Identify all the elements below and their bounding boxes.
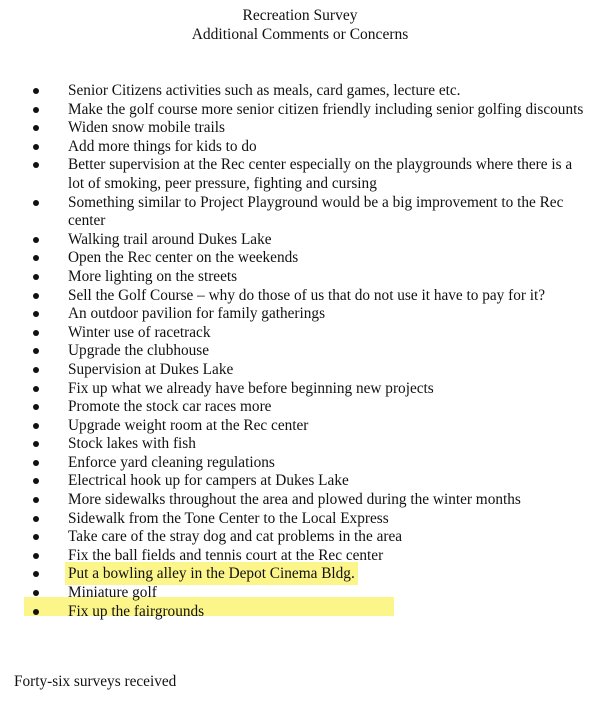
bullet-icon	[33, 125, 39, 131]
document-subtitle: Additional Comments or Concerns	[191, 26, 409, 43]
list-item	[0, 380, 600, 399]
bullet-icon	[33, 497, 39, 503]
list-item	[0, 528, 600, 547]
document-title: Recreation Survey	[242, 7, 358, 24]
list-item	[0, 138, 600, 157]
list-item	[0, 249, 600, 268]
bullet-icon	[33, 534, 39, 540]
bullet-icon	[33, 348, 39, 354]
list-item-text: Sidewalk from the Tone Center to the Local Express	[68, 509, 389, 527]
list-item	[0, 82, 600, 101]
list-item-text: Promote the stock car races more	[68, 398, 272, 416]
bullet-icon	[33, 162, 39, 168]
list-item	[0, 584, 600, 603]
list-item-text: An outdoor pavilion for family gatherings	[68, 305, 326, 323]
bullet-icon	[33, 255, 39, 261]
list-item-text: Upgrade the clubhouse	[68, 342, 210, 360]
bullet-icon	[33, 274, 39, 280]
list-item-text: Electrical hook up for campers at Dukes Lake	[68, 472, 349, 490]
list-item-highlighted	[0, 565, 600, 584]
bullet-icon	[33, 590, 39, 596]
list-item-text: Put a bowling alley in the Depot Cinema Bldg.	[68, 565, 355, 583]
bullet-icon	[33, 460, 39, 466]
list-item-text: Open the Rec center on the weekends	[68, 249, 299, 267]
bullet-icon	[33, 330, 39, 336]
bullet-icon	[33, 311, 39, 317]
list-item-text: Fix up the fairgrounds	[68, 602, 205, 620]
bullet-icon	[33, 237, 39, 243]
list-item	[0, 454, 600, 473]
bullet-icon	[33, 441, 39, 447]
bullet-icon	[33, 571, 39, 577]
bullet-icon	[33, 293, 39, 299]
list-item-text: Something similar to Project Playground would be a big improvement to the Rec center	[68, 193, 564, 230]
list-item-text: Add more things for kids to do	[68, 137, 257, 155]
bullet-icon	[33, 553, 39, 559]
list-item	[0, 342, 600, 361]
list-item-text: More sidewalks throughout the area and plowed during the winter months	[68, 491, 521, 509]
list-item-text: Supervision at Dukes Lake	[68, 360, 234, 378]
list-item-text: Enforce yard cleaning regulations	[68, 453, 275, 471]
list-item	[0, 603, 600, 622]
list-item-text: Senior Citizens activities such as meals, card games, lecture etc.	[68, 82, 461, 99]
bullet-icon	[33, 200, 39, 206]
survey-count-note: Forty-six surveys received	[14, 673, 177, 690]
list-item-text: Walking trail around Dukes Lake	[68, 230, 272, 248]
list-item-text: Winter use of racetrack	[68, 323, 211, 341]
list-item-text: Fix up what we already have before beginning new projects	[68, 379, 434, 397]
list-item-text: Miniature golf	[68, 584, 157, 602]
bullet-icon	[33, 107, 39, 113]
bullet-icon	[33, 88, 39, 94]
list-item	[0, 119, 600, 138]
list-item	[0, 268, 600, 287]
list-item-text: Take care of the stray dog and cat problems in the area	[68, 528, 403, 546]
bullet-icon	[33, 478, 39, 484]
bullet-icon	[33, 404, 39, 410]
list-item-text: Stock lakes with fish	[68, 435, 196, 453]
list-item	[0, 361, 600, 380]
comments-list	[0, 82, 600, 621]
list-item-text: Better supervision at the Rec center especially on the playgrounds where there is a lot of smoking, peer pressure, fighting and cursing	[68, 156, 573, 192]
list-item	[0, 305, 600, 324]
list-item	[0, 156, 600, 193]
bullet-icon	[33, 516, 39, 522]
list-item	[0, 398, 600, 417]
bullet-icon	[33, 609, 39, 615]
list-item	[0, 417, 600, 436]
list-item	[0, 491, 600, 510]
list-item	[0, 101, 600, 120]
list-item	[0, 231, 600, 250]
list-item	[0, 324, 600, 343]
list-item	[0, 194, 600, 231]
document-header	[0, 6, 600, 44]
list-item-text: Upgrade weight room at the Rec center	[68, 416, 309, 434]
bullet-icon	[33, 144, 39, 150]
bullet-icon	[33, 367, 39, 373]
list-item	[0, 547, 600, 566]
bullet-icon	[33, 423, 39, 429]
list-item-text: More lighting on the streets	[68, 267, 238, 285]
list-item	[0, 287, 600, 306]
list-item-text: Sell the Golf Course – why do those of us that do not use it have to pay for it?	[68, 286, 546, 304]
list-item-text: Make the golf course more senior citizen friendly including senior golfing discounts	[68, 100, 584, 118]
list-item	[0, 510, 600, 529]
list-item-text: Fix the ball fields and tennis court at the Rec center	[68, 546, 384, 564]
list-item	[0, 472, 600, 491]
bullet-icon	[33, 386, 39, 392]
list-item-text: Widen snow mobile trails	[68, 119, 226, 137]
list-item	[0, 435, 600, 454]
